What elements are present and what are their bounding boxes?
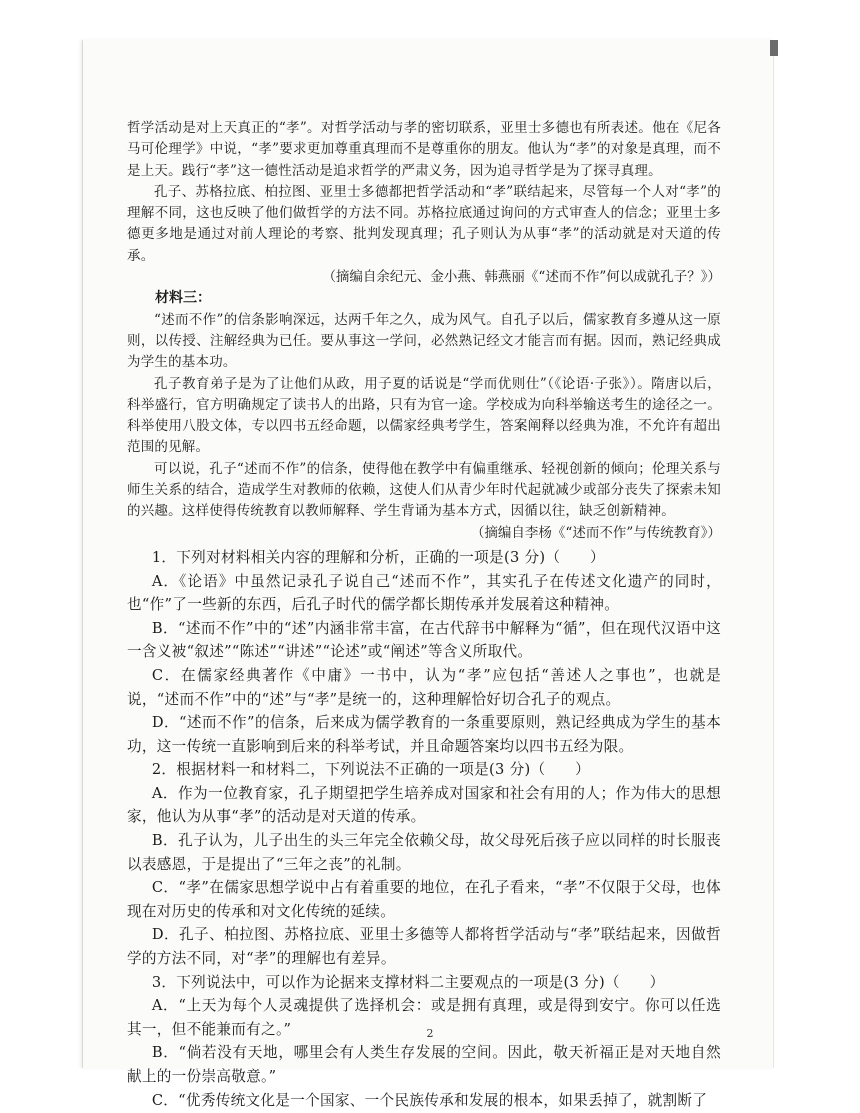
question-stem: 1．下列对材料相关内容的理解和分析，正确的一项是(3 分)（ ） xyxy=(151,548,605,566)
paragraph: 孔子教育弟子是为了让他们从政，用子夏的话说是“学而优则仕”（《论语·子张》）。隋唐以后，科举盛行，官方明确规定了读书人的出路，只有为官一途。学校成为向科举输送考生的途径之一。科举使用八股文体，专以四书五经命题，以儒家经典考学生，答案阐释以经典为准，不允许有超出范围的见解。 xyxy=(127,375,721,456)
document-body xyxy=(127,118,721,1112)
question-stem: 2．根据材料一和材料二，下列说法不正确的一项是(3 分)（ ） xyxy=(151,761,591,779)
section-heading: 材料三： xyxy=(155,290,211,307)
option-a: A．《论语》中虽然记录孔子说自己“述而不作”，其实孔子在传述文化遗产的同时，也“作”了一些新的东西，后孔子时代的儒学都长期传承并发展着这种精神。 xyxy=(127,572,721,614)
question-2 xyxy=(127,758,721,970)
option-d: D．孔子、柏拉图、苏格拉底、亚里士多德等人都将哲学活动与“孝”联结起来，因做哲学的方法不同，对“孝”的理解也有差异。 xyxy=(127,926,721,968)
option-b: B．孔子认为，儿子出生的头三年完全依赖父母，故父母死后孩子应以同样的时长服丧以表感恩，于是提出了“三年之丧”的礼制。 xyxy=(127,832,721,873)
option-a: A．“上天为每个人灵魂提供了选择机会：或是拥有真理，或是得到安宁。你可以任选其一，但不能兼而有之。” xyxy=(127,997,721,1038)
paragraph: 孔子、苏格拉底、柏拉图、亚里士多德都把哲学活动和“孝”联结起来，尽管每一个人对“孝”的理解不同，这也反映了他们做哲学的方法不同。苏格拉底通过询问的方式审查人的信念；亚里士多德更多地是通过对前人理论的考察、批判发现真理；孔子则认为从事“孝”的活动就是对天道的传承。 xyxy=(127,183,721,264)
source-citation: （摘编自余纪元、金小燕、韩燕丽《“述而不作”何以成就孔子？》） xyxy=(322,269,721,286)
option-c: C．“优秀传统文化是一个国家、一个民族传承和发展的根本，如果丢掉了，就割断了 xyxy=(151,1091,708,1109)
question-stem: 3．下列说法中，可以作为论据来支撑材料二主要观点的一项是(3 分)（ ） xyxy=(151,973,665,991)
paragraph: 可以说，孔子“述而不作”的信条，使得他在教学中有偏重继承、轻视创新的倾向；伦理关系与师生关系的结合，造成学生对教师的依赖，这使人们从青少年时代起就减少或部分丧失了探索未知的兴趣。这样使得传统教育以教师解释、学生背诵为基本方式，因循以往，缺乏创新精神。 xyxy=(127,460,721,520)
source-citation: （摘编自李杨《“述而不作”与传统教育》） xyxy=(470,524,721,541)
page-number: 2 xyxy=(426,1027,434,1040)
option-c: C．“孝”在儒家思想学说中占有着重要的地位，在孔子看来，“孝”不仅限于父母，也体现在对历史的传承和对文化传统的延续。 xyxy=(127,879,721,920)
material-three xyxy=(127,288,721,544)
option-c: C．在儒家经典著作《中庸》一书中，认为“孝”应包括“善述人之事也”，也就是说，“述而不作”中的“述”与“孝”是统一的，这种理解恰好切合孔子的观点。 xyxy=(127,666,721,708)
option-b: B．“倘若没有天地，哪里会有人类生存发展的空间。因此，敬天祈福正是对天地自然献上的一份崇高敬意。” xyxy=(127,1044,721,1085)
question-1 xyxy=(127,546,721,758)
question-3 xyxy=(127,971,721,1113)
option-a: A．作为一位教育家，孔子期望把学生培养成对国家和社会有用的人；作为伟大的思想家，他认为从事“孝”的活动是对天道的传承。 xyxy=(127,784,721,826)
paper-edge-mark xyxy=(770,40,778,56)
material-two-continued xyxy=(127,118,721,288)
paragraph: “述而不作”的信条影响深远，达两千年之久，成为风气。自孔子以后，儒家教育多遵从这一原则，以传授、注解经典为已任。要从事这一学问，必然熟记经文才能言而有据。因而，熟记经典成为学生的基本功。 xyxy=(127,311,721,371)
option-d: D．“述而不作”的信条，后来成为儒学教育的一条重要原则，熟记经典成为学生的基本功，这一传统一直影响到后来的科举考试，并且命题答案均以四书五经为限。 xyxy=(127,714,721,755)
option-b: B．“述而不作”中的“述”内涵非常丰富，在古代辞书中解释为“循”，但在现代汉语中这一含义被“叙述”“陈述”“讲述”“论述”或“阐述”等含义所取代。 xyxy=(127,619,721,661)
paragraph: 哲学活动是对上天真正的“孝”。对哲学活动与孝的密切联系，亚里士多德也有所表述。他在《尼各马可伦理学》中说，“孝”要求更加尊重真理而不是尊重你的朋友。他认为“孝”的对象是真理，而不是上天。践行“孝”这一德性活动是追求哲学的严肃义务，因为追寻哲学是为了探寻真理。 xyxy=(127,120,721,179)
